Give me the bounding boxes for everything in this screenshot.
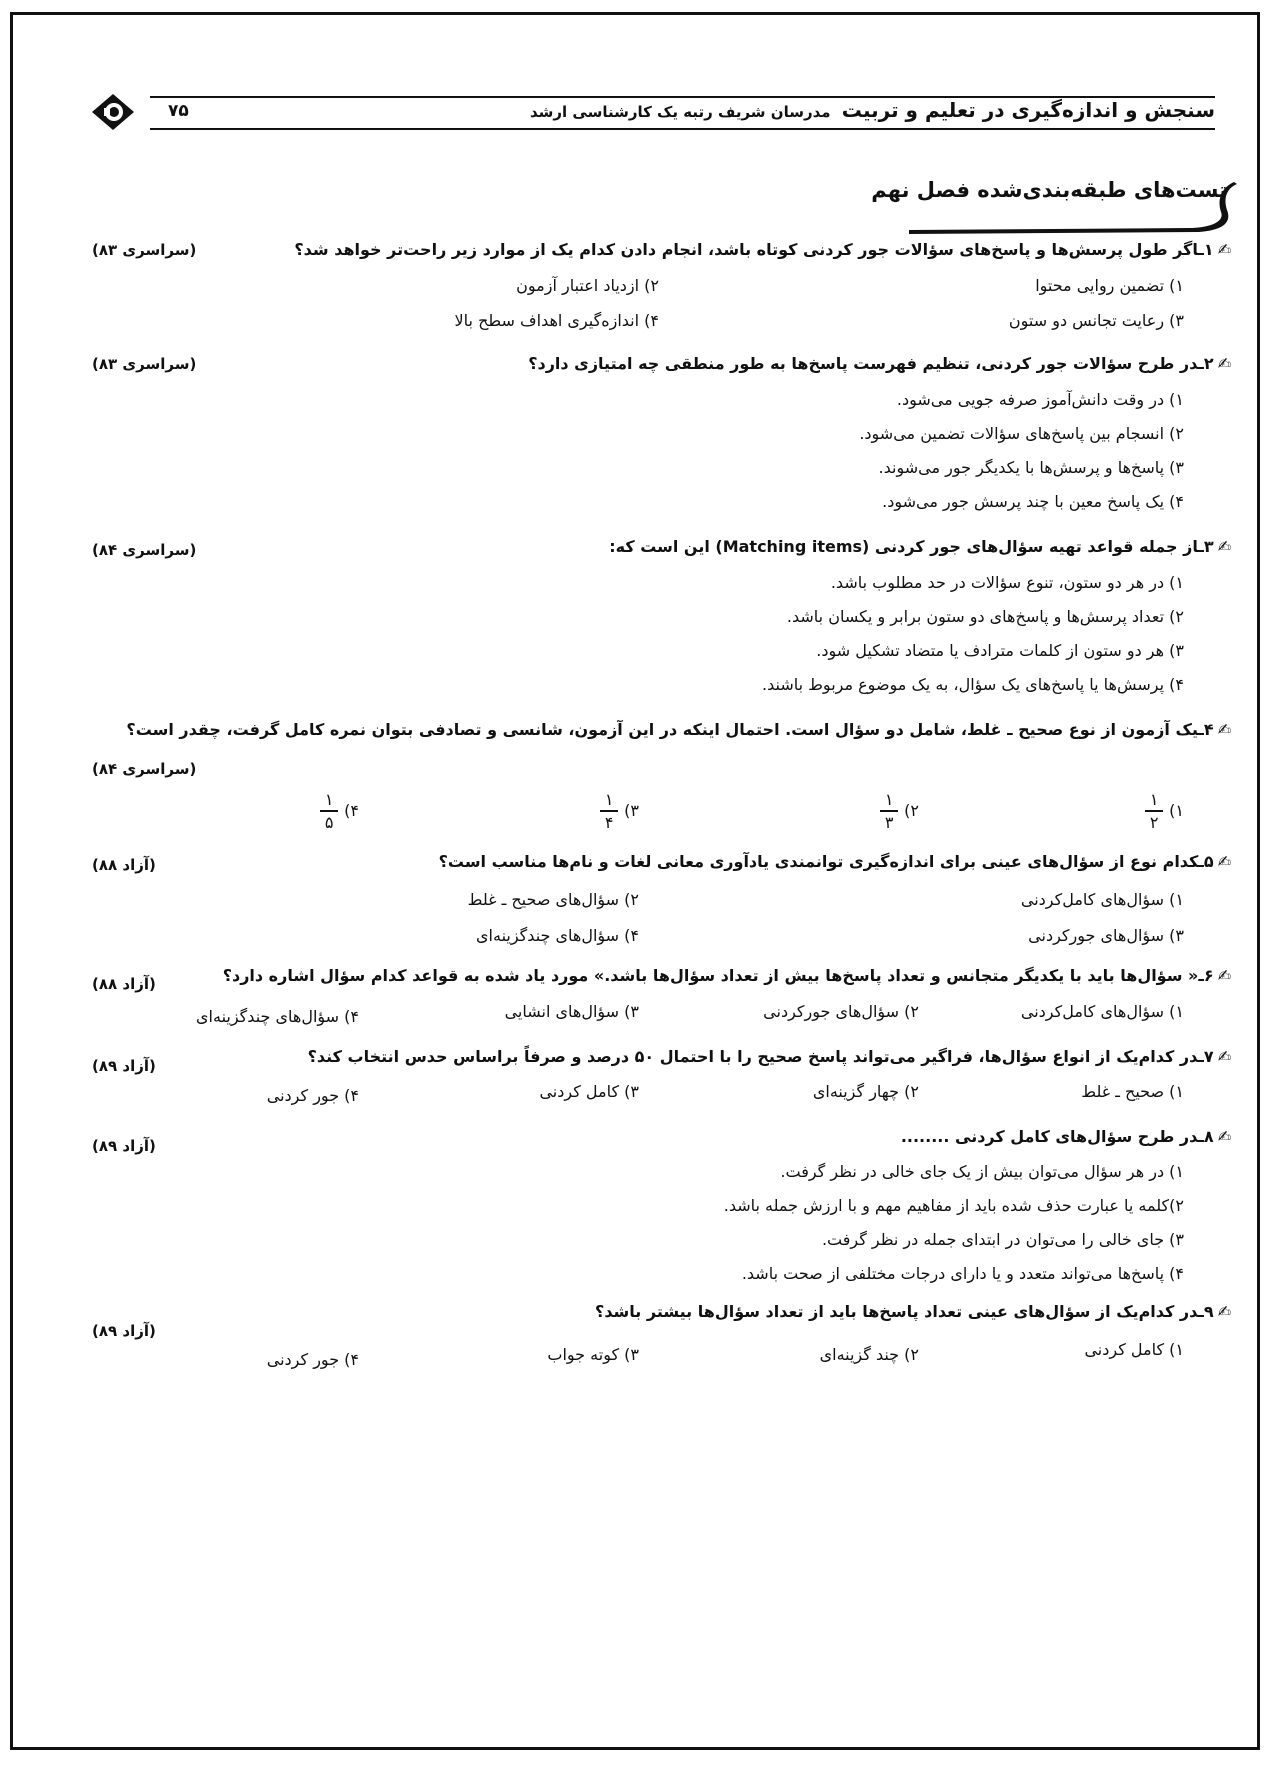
publisher-logo-icon <box>90 92 136 132</box>
pen-icon: ✍ <box>1217 240 1231 259</box>
question-2: ✍۲ـدر طرح سؤالات جور کردنی، تنظیم فهرست پاسخ‌ها به طور منطقی چه امتیازی دارد؟ <box>528 354 1231 373</box>
option: ۳) سؤال‌های انشایی <box>504 1002 639 1021</box>
option: ۲) ازدیاد اعتبار آزمون <box>516 276 659 295</box>
option: ۳) پاسخ‌ها و پرسش‌ها با یکدیگر جور می‌شوند. <box>878 458 1184 477</box>
fraction-option-1: ۱) $\frac{۱}{۲}$ <box>1145 790 1184 832</box>
pen-icon: ✍ <box>1217 1302 1231 1321</box>
option: ۲) سؤال‌های صحیح ـ غلط <box>467 890 639 909</box>
page-frame <box>10 12 1260 1750</box>
option: ۳) رعایت تجانس دو ستون <box>1008 311 1184 330</box>
pen-icon: ✍ <box>1217 354 1231 373</box>
option: ۴) پرسش‌ها یا پاسخ‌های یک سؤال، به یک موضوع مربوط باشند. <box>762 675 1184 694</box>
option: ۳) جای خالی را می‌توان در ابتدای جمله در نظر گرفت. <box>821 1230 1184 1249</box>
option: ۲)کلمه یا عبارت حذف شده باید از مفاهیم مهم و با ارزش جمله باشد. <box>723 1196 1184 1215</box>
option: ۱) در هر سؤال می‌توان بیش از یک جای خالی در نظر گرفت. <box>780 1162 1184 1181</box>
question-source: (آزاد ۸۹) <box>92 1322 156 1340</box>
question-source: (آزاد ۸۹) <box>92 1057 156 1075</box>
option: ۴) پاسخ‌ها می‌تواند متعدد و یا دارای درجات مختلفی از صحت باشد. <box>741 1264 1184 1283</box>
option: ۲) چهار گزینه‌ای <box>812 1082 919 1101</box>
option: ۲) تعداد پرسش‌ها و پاسخ‌های دو ستون برابر و یکسان باشد. <box>786 607 1184 626</box>
pen-icon: ✍ <box>1217 537 1231 556</box>
question-source: (سراسری ۸۳) <box>92 355 197 373</box>
fraction-option-3: ۳) $\frac{۱}{۴}$ <box>600 790 639 832</box>
option: ۳) کوته جواب <box>547 1345 639 1364</box>
question-source: (آزاد ۸۸) <box>92 856 156 874</box>
option: ۳) کامل کردنی <box>539 1082 639 1101</box>
question-5: ✍۵ـکدام نوع از سؤال‌های عینی برای اندازه‌گیری توانمندی یادآوری معانی لغات و نام‌ها مناسب است؟ <box>438 852 1231 871</box>
header-publisher-text: مدرسان شریف رتبه یک کارشناسی ارشد <box>530 103 831 121</box>
option: ۳) هر دو ستون از کلمات مترادف یا متضاد تشکیل شود. <box>816 641 1184 660</box>
book-title: سنجش و اندازه‌گیری در تعلیم و تربیت <box>841 98 1215 122</box>
option: ۱) سؤال‌های کامل‌کردنی <box>1020 890 1184 909</box>
option: ۴) یک پاسخ معین با چند پرسش جور می‌شود. <box>882 492 1184 511</box>
option: ۲) چند گزینه‌ای <box>819 1345 919 1364</box>
option: ۱) تضمین روایی محتوا <box>1035 276 1184 295</box>
option: ۴) سؤال‌های چندگزینه‌ای <box>476 926 639 945</box>
pen-icon: ✍ <box>1217 966 1231 985</box>
page-number: ۷۵ <box>168 101 189 121</box>
question-source: (آزاد ۸۸) <box>92 975 156 993</box>
question-source: (سراسری ۸۴) <box>92 541 197 559</box>
question-3: ✍۳ـاز جمله قواعد تهیه سؤال‌های جور کردنی (Matching items) این است که: <box>609 537 1231 556</box>
header-bottom-rule <box>150 128 1215 130</box>
option: ۴) سؤال‌های چندگزینه‌ای <box>196 1007 359 1026</box>
option: ۴) اندازه‌گیری اهداف سطح بالا <box>454 311 659 330</box>
option: ۳) سؤال‌های جورکردنی <box>1028 926 1184 945</box>
option: ۲) سؤال‌های جورکردنی <box>763 1002 919 1021</box>
option: ۱) کامل کردنی <box>1084 1340 1184 1359</box>
question-source: (آزاد ۸۹) <box>92 1137 156 1155</box>
option: ۱) در هر دو ستون، تنوع سؤالات در حد مطلوب باشد. <box>830 573 1184 592</box>
pen-icon: ✍ <box>1217 1047 1231 1066</box>
option: ۱) صحیح ـ غلط <box>1081 1082 1184 1101</box>
question-source: (سراسری ۸۳) <box>92 241 197 259</box>
question-8: ✍۸ـدر طرح سؤال‌های کامل کردنی ........ <box>900 1127 1231 1146</box>
question-7: ✍۷ـدر کدام‌یک از انواع سؤال‌ها، فراگیر می‌تواند پاسخ صحیح را با احتمال ۵۰ درصد و صرفاً براساس حدس انتخاب کند؟ <box>307 1047 1231 1066</box>
fraction-option-2: ۲) $\frac{۱}{۳}$ <box>880 790 919 832</box>
chapter-title: تست‌های طبقه‌بندی‌شده فصل نهم <box>871 178 1227 202</box>
question-1: ✍۱ـاگر طول پرسش‌ها و پاسخ‌های سؤالات جور کردنی کوتاه باشد، انجام دادن کدام یک از موارد زیر راحت‌تر خواهد شد؟ <box>294 240 1231 259</box>
option: ۱) در وقت دانش‌آموز صرفه جویی می‌شود. <box>896 390 1184 409</box>
pen-icon: ✍ <box>1217 720 1231 739</box>
option: ۱) سؤال‌های کامل‌کردنی <box>1020 1002 1184 1021</box>
question-6: ✍۶ـ« سؤال‌ها باید با یکدیگر متجانس و تعداد پاسخ‌ها بیش از تعداد سؤال‌ها باشد.» مورد یاد شده به قواعد کدام سؤال اشاره دارد؟ <box>222 966 1231 985</box>
pen-icon: ✍ <box>1217 852 1231 871</box>
fraction-option-4: ۴) $\frac{۱}{۵}$ <box>320 790 359 832</box>
option: ۴) جور کردنی <box>266 1086 359 1105</box>
page-header <box>90 92 1215 132</box>
question-4: ✍۴ـیک آزمون از نوع صحیح ـ غلط، شامل دو سؤال است. احتمال اینکه در این آزمون، شانسی و تصادفی بتوان نمره کامل گرفت، چقدر است؟ <box>126 720 1231 739</box>
option: ۲) انسجام بین پاسخ‌های سؤالات تضمین می‌شود. <box>859 424 1184 443</box>
question-9: ✍۹ـدر کدام‌یک از سؤال‌های عینی تعداد پاسخ‌ها باید از تعداد سؤال‌ها بیشتر باشد؟ <box>595 1302 1231 1321</box>
option: ۴) جور کردنی <box>266 1350 359 1369</box>
question-source: (سراسری ۸۴) <box>92 760 197 778</box>
pen-icon: ✍ <box>1217 1127 1231 1146</box>
